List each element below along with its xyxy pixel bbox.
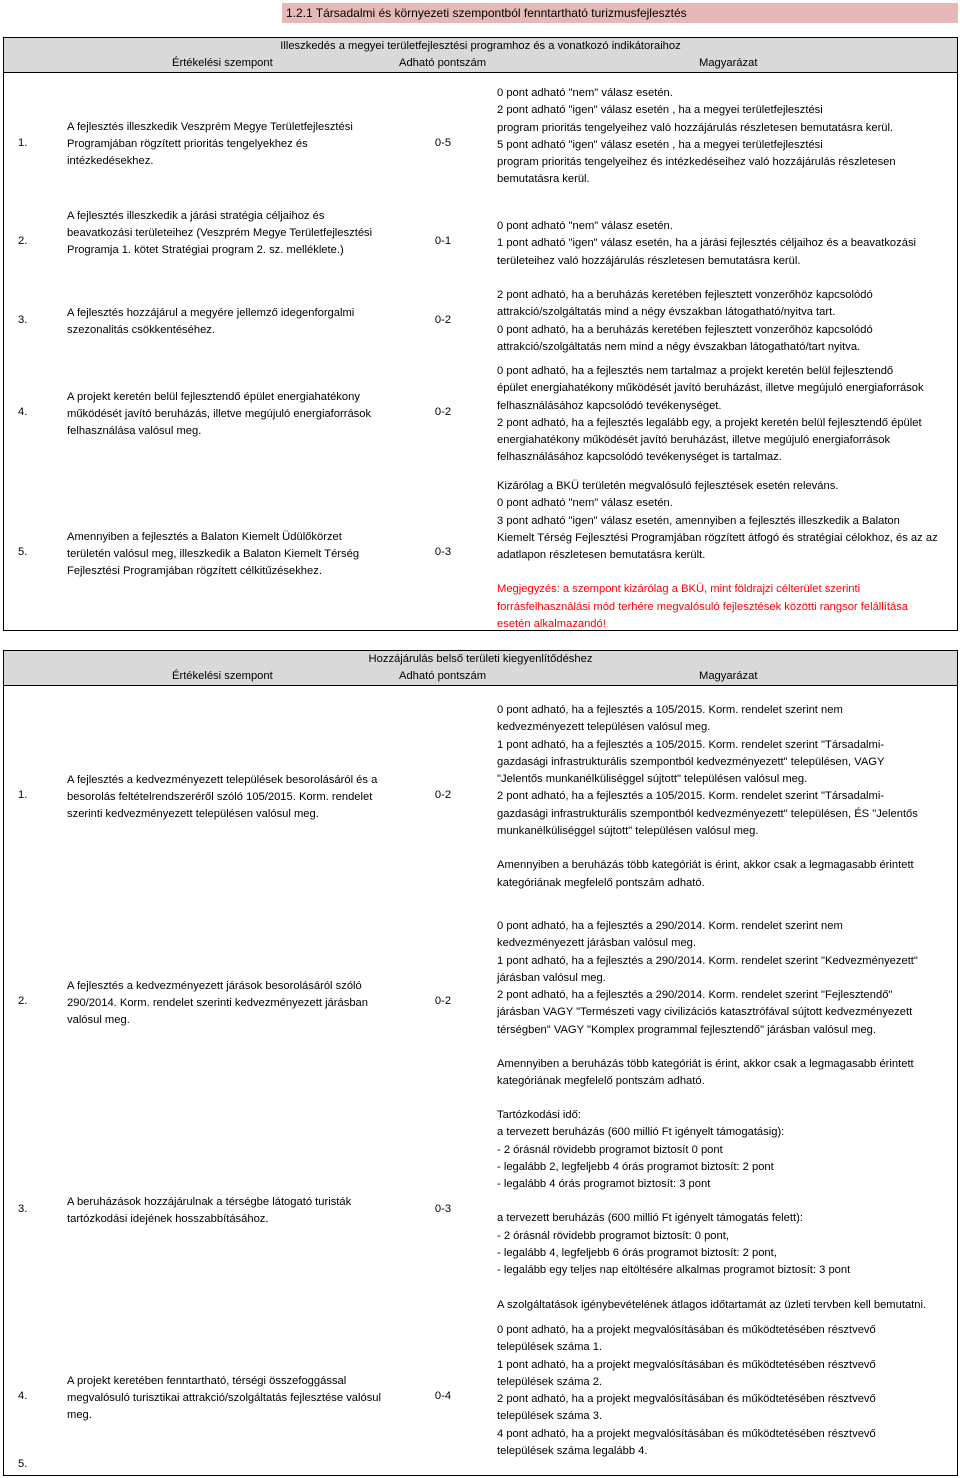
- score-range: 0-3: [434, 546, 452, 558]
- explanation: Tartózkodási idő: a tervezett beruházás (600 millió Ft igényelt támogatásig): - 2 órásnál rövidebb programot biztosít 0 pont - legalább 2, legfeljebb 4 órás programot biztosít: 2 pont - legalább 4 órás programot biztosít: 3 pont a tervezett beruházás (600 millió Ft igényelt támogatás felett): - 2 órásnál rövidebb programot biztosít: 0 pont, - legalább 4, legfeljebb 6 órás programot biztosít: 2 pont, - legalább egy teljes nap eltöltésére alkalmas programot biztosít: 3 pont A szolgáltatások igénybevételének átlagos időtartamát az üzleti tervben kell bemutatni.: [497, 1109, 927, 1311]
- explanation: Kizárólag a BKÜ területén megvalósuló fejlesztések esetén releváns. 0 pont adható "nem" válasz esetén. 3 pont adható "igen" válasz esetén, amennyiben a fejlesztés illeszkedik a Balaton Kiemelt Térség Fejlesztési Programjában rögzített átfogó és stratégiai célokhoz, és az az adatlapon részletesen bemutatásra került. Megjegyzés: a szempont kizárólag a BKÜ, mint földrajzi célterület szerinti forrásfelhasználási mód terhére megvalósuló fejlesztések közötti rangsor felállítása esetén alkalmazandó!: [497, 478, 957, 633]
- row-number: 1.: [18, 137, 28, 149]
- explanation: 0 pont adható, ha a fejlesztés a 290/2014. Korm. rendelet szerint nem kedvezményezett járásban valósul meg. 1 pont adható, ha a fejlesztés a 290/2014. Korm. rendelet szerint "Kedvezményezett" járásban valósul meg. 2 pont adható, ha a fejlesztés a 290/2014. Korm. rendelet szerint "Fejlesztendő" járásban VAGY "Természeti vagy civilizációs katasztrófával sújtott kedvezményezett térségben" VAGY "Komplex programmal fejlesztendő" járásban valósul meg. Amennyiben a beruházás több kategóriát is érint, akkor csak a legmagasabb érintett kategóriának megfelelő pontszám adható.: [497, 920, 918, 1088]
- row-number: 2.: [18, 235, 28, 247]
- score-range: 0-2: [434, 995, 452, 1007]
- col-score-header: Adható pontszám: [399, 57, 487, 69]
- criterion-text: A fejlesztés a kedvezményezett járások besorolásáról szóló 290/2014. Korm. rendelet szerinti kedvezményezett járásban valósul meg.: [67, 980, 368, 1026]
- col-criterion-header: Értékelési szempont: [172, 57, 273, 69]
- row-number: 4.: [18, 1390, 28, 1402]
- explanation: 0 pont adható "nem" válasz esetén. 1 pont adható "igen" válasz esetén, ha a járási fejlesztés céljaihoz és a beavatkozási területeihez való hozzájárulás részletesen bemutatásra kerül.: [497, 220, 917, 267]
- section1-title: Illeszkedés a megyei területfejlesztési programhoz és a vonatkozó indikátoraihoz: [280, 40, 681, 52]
- score-range: 0-2: [434, 789, 452, 801]
- section2-title: Hozzájárulás belső területi kiegyenlítődéshez: [368, 653, 593, 665]
- section1-table: [3, 73, 958, 631]
- explanation: 0 pont adható, ha a fejlesztés a 105/2015. Korm. rendelet szerint nem kedvezményezett településen valósul meg. 1 pont adható, ha a fejlesztés a 105/2015. Korm. rendelet szerint "Társadalmi- gazdasági infrastrukturális szempontból kedvezményezett" településen, VAGY "Jelentős munkanélküliséggel sújtott" településen valósul meg. 2 pont adható, ha a fejlesztés a 105/2015. Korm. rendelet szerint "Társadalmi- gazdasági infrastrukturális szempontból kedvezményezett" településen, ÉS "Jelentős munkanélküliséggel sújtott" településen valósul meg. Amennyiben a beruházás több kategóriát is érint, akkor csak a legmagasabb érintett kategóriának megfelelő pontszám adható.: [497, 704, 918, 889]
- row-number: 4.: [18, 406, 28, 418]
- score-range: 0-4: [434, 1390, 452, 1402]
- row-number: 5.: [18, 546, 28, 558]
- section2-header: [3, 650, 958, 686]
- section2-table: [3, 686, 958, 1476]
- score-range: 0-1: [434, 235, 452, 247]
- col-criterion-header: Értékelési szempont: [172, 670, 273, 682]
- explanation: 0 pont adható, ha a fejlesztés nem tartalmaz a projekt keretén belül fejlesztendő épület energiahatékony működését javító beruházást, illetve megújuló energiaforrások felhasználásához kapcsolódó tevékenységet. 2 pont adható, ha a fejlesztés legalább egy, a projekt keretén belül fejlesztendő épület energiahatékony működését javító beruházást, illetve megújuló energiaforrások felhasználásához kapcsolódó tevékenységet is tartalmaz.: [497, 365, 924, 464]
- score-range: 0-5: [434, 137, 452, 149]
- row-number: 1.: [18, 789, 28, 801]
- explanation: 2 pont adható, ha a beruházás keretében fejlesztett vonzerőhöz kapcsolódó attrakció/szolgáltatás mind a négy évszakban látogatható/nyitva tart. 0 pont adható, ha a beruházás keretében fejlesztett vonzerőhöz kapcsolódó attrakció/szolgáltatás nem mind a négy évszakban látogatható/tart nyitva.: [497, 289, 873, 353]
- criterion-text: A fejlesztés hozzájárul a megyére jellemző idegenforgalmi szezonalitás csökkentéséhez.: [67, 307, 355, 336]
- criterion-text: A fejlesztés illeszkedik a járási stratégia céljaihoz és beavatkozási területeihez (Veszprém Megye Területfejlesztési Programja 1. kötet Stratégiai program 2. sz. melléklete.): [67, 210, 373, 256]
- explanation: 0 pont adható "nem" válasz esetén. 2 pont adható "igen" válasz esetén , ha a megyei területfejlesztési program prioritás tengelyeihez való hozzájárulás részletesen bemutatásra kerül. 5 pont adható "igen" válasz esetén , ha a megyei területfejlesztési program prioritás tengelyeihez és intézkedéseihez való hozzájárulás részletesen bemutatásra kerül.: [497, 87, 896, 186]
- row-number: 2.: [18, 995, 28, 1007]
- section1-header: [3, 37, 958, 73]
- criterion-text: A projekt keretében fenntartható, térségi összefoggással megvalósuló turisztikai attrakció/szolgáltatás fejlesztése valósul meg.: [67, 1375, 382, 1421]
- col-score-header: Adható pontszám: [399, 670, 487, 682]
- note-text: Megjegyzés: a szempont kizárólag a BKÜ, mint földrajzi célterület szerinti: [497, 583, 861, 596]
- criterion-text: A fejlesztés a kedvezményezett települések besorolásáról és a besorolás feltételrendszeréről szóló 105/2015. Korm. rendelet szerinti kedvezményezett településen valósul meg.: [67, 774, 378, 820]
- page-title: 1.2.1 Társadalmi és környezeti szempontból fenntartható turizmusfejlesztés: [282, 3, 958, 23]
- row-number: 3.: [18, 314, 28, 326]
- row-number: 5.: [18, 1458, 28, 1470]
- score-range: 0-3: [434, 1203, 452, 1215]
- score-range: 0-2: [434, 406, 452, 418]
- criterion-text: A beruházások hozzájárulnak a térségbe látogató turisták tartózkodási idejének hosszabbításához.: [67, 1196, 352, 1225]
- score-range: 0-2: [434, 314, 452, 326]
- criterion-text: A projekt keretén belül fejlesztendő épület energiahatékony működését javító beruházás, illetve megújuló energiaforrások felhasználása valósul meg.: [67, 391, 372, 437]
- row-number: 3.: [18, 1203, 28, 1215]
- criterion-text: Amennyiben a fejlesztés a Balaton Kiemelt Üdülőkörzet területén valósul meg, illeszkedik a Balaton Kiemelt Térség Fejlesztési Programjában rögzített célkitűzésekhez.: [67, 531, 360, 577]
- col-explanation-header: Magyarázat: [699, 57, 758, 69]
- criterion-text: A fejlesztés illeszkedik Veszprém Megye Területfejlesztési Programjában rögzített prioritás tengelyekhez és intézkedésekhez.: [67, 121, 353, 167]
- explanation: 0 pont adható, ha a projekt megvalósításában és működtetésében résztvevő települések száma 1. 1 pont adható, ha a projekt megvalósításában és működtetésében résztvevő települések száma 2. 2 pont adható, ha a projekt megvalósításában és működtetésében résztvevő települések száma 3. 4 pont adható, ha a projekt megvalósításában és működtetésében résztvevő települések száma legalább 4.: [497, 1324, 876, 1458]
- col-explanation-header: Magyarázat: [699, 670, 758, 682]
